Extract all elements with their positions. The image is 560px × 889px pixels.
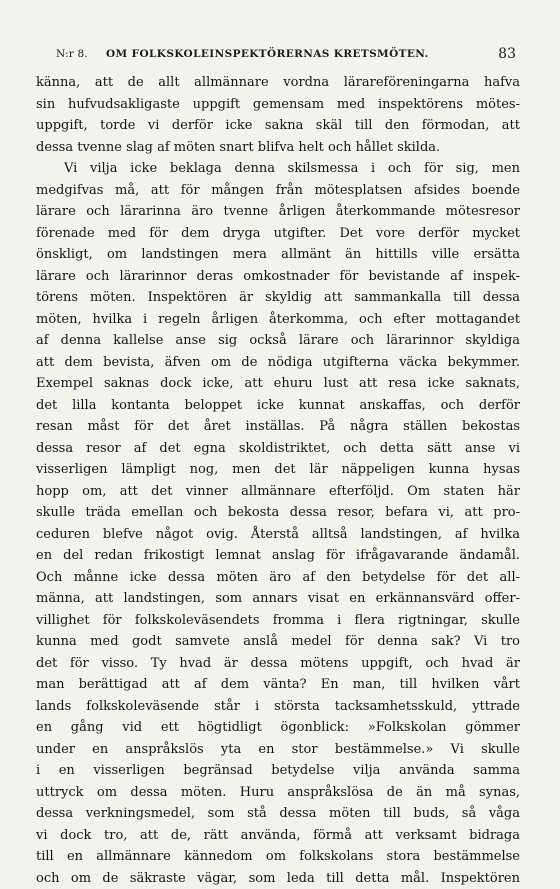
text-line: en gång vid ett högtidligt ögonblick: »Folkskolan gömmer bbox=[36, 717, 520, 739]
text-line: dessa resor af det egna skoldistriktet, och detta sätt anse vi bbox=[36, 438, 520, 460]
text-line: och om de säkraste vägar, som leda till detta mål. Inspektören bbox=[36, 868, 520, 889]
text-line: ceduren blefve något ovig. Återstå alltså landstingen, af hvilka bbox=[36, 524, 520, 546]
text-line: man berättigad att af dem vänta? En man, till hvilken vårt bbox=[36, 674, 520, 696]
text-line: dessa tvenne slag af möten snart blifva helt och hållet skilda. bbox=[36, 137, 520, 159]
body-text bbox=[36, 72, 520, 889]
text-line: lands folkskoleväsende står i största tacksamhetsskuld, yttrade bbox=[36, 696, 520, 718]
text-line: villighet för folkskoleväsendets fromma i flera rigtningar, skulle bbox=[36, 610, 520, 632]
page-header bbox=[56, 46, 516, 64]
text-line: önskligt, om landstingen mera allmänt än hittills ville ersätta bbox=[36, 244, 520, 266]
issue-number: N:r 8. bbox=[56, 48, 88, 60]
text-line: Och månne icke dessa möten äro af den betydelse för det all- bbox=[36, 567, 520, 589]
text-line: medgifvas må, att för mången från mötesplatsen afsides boende bbox=[36, 180, 520, 202]
text-line: känna, att de allt allmännare vordna lärareföreningarna hafva bbox=[36, 72, 520, 94]
text-line: Exempel saknas dock icke, att ehuru lust att resa icke saknats, bbox=[36, 373, 520, 395]
text-line: uppgift, torde vi derför icke sakna skäl till den förmodan, att bbox=[36, 115, 520, 137]
paragraph-start-line: Vi vilja icke beklaga denna skilsmessa i och för sig, men bbox=[36, 158, 520, 180]
text-line: lärare och lärarinna äro tvenne årligen återkommande mötesresor bbox=[36, 201, 520, 223]
text-line: i en visserligen begränsad betydelse vilja använda samma bbox=[36, 760, 520, 782]
text-line: lärare och lärarinnor deras omkostnader för bevistande af inspek- bbox=[36, 266, 520, 288]
page-number: 83 bbox=[498, 46, 516, 62]
text-line: kunna med godt samvete anslå medel för denna sak? Vi tro bbox=[36, 631, 520, 653]
text-line: törens möten. Inspektören är skyldig att sammankalla till dessa bbox=[36, 287, 520, 309]
text-line: sin hufvudsakligaste uppgift gemensam med inspektörens mötes- bbox=[36, 94, 520, 116]
text-line: männa, att landstingen, som annars visat en erkännansvärd offer- bbox=[36, 588, 520, 610]
text-line: uttryck om dessa möten. Huru anspråkslösa de än må synas, bbox=[36, 782, 520, 804]
text-line: vi dock tro, att de, rätt använda, förmå att verksamt bidraga bbox=[36, 825, 520, 847]
text-line: hopp om, att det vinner allmännare efterföljd. Om staten här bbox=[36, 481, 520, 503]
text-line: förenade med för dem dryga utgifter. Det vore derför mycket bbox=[36, 223, 520, 245]
text-line: skulle träda emellan och bekosta dessa resor, befara vi, att pro- bbox=[36, 502, 520, 524]
text-line: det lilla kontanta beloppet icke kunnat anskaffas, och derför bbox=[36, 395, 520, 417]
running-title: OM FOLKSKOLEINSPEKTÖRERNAS KRETSMÖTEN. bbox=[106, 48, 429, 60]
text-line: af denna kallelse anse sig också lärare och lärarinnor skyldiga bbox=[36, 330, 520, 352]
text-line: visserligen lämpligt nog, men det lär näppeligen kunna hysas bbox=[36, 459, 520, 481]
text-line: under en anspråkslös yta en stor bestämmelse.» Vi skulle bbox=[36, 739, 520, 761]
text-line: möten, hvilka i regeln årligen återkomma, och efter mottagandet bbox=[36, 309, 520, 331]
text-line: dessa verkningsmedel, som stå dessa möten till buds, så våga bbox=[36, 803, 520, 825]
text-line: resan måst för det året inställas. På några ställen bekostas bbox=[36, 416, 520, 438]
text-line: till en allmännare kännedom om folkskolans stora bestämmelse bbox=[36, 846, 520, 868]
text-line: det för visso. Ty hvad är dessa mötens uppgift, och hvad är bbox=[36, 653, 520, 675]
text-line: en del redan frikostigt lemnat anslag för ifrågavarande ändamål. bbox=[36, 545, 520, 567]
text-line: att dem bevista, äfven om de nödiga utgifterna väcka bekymmer. bbox=[36, 352, 520, 374]
